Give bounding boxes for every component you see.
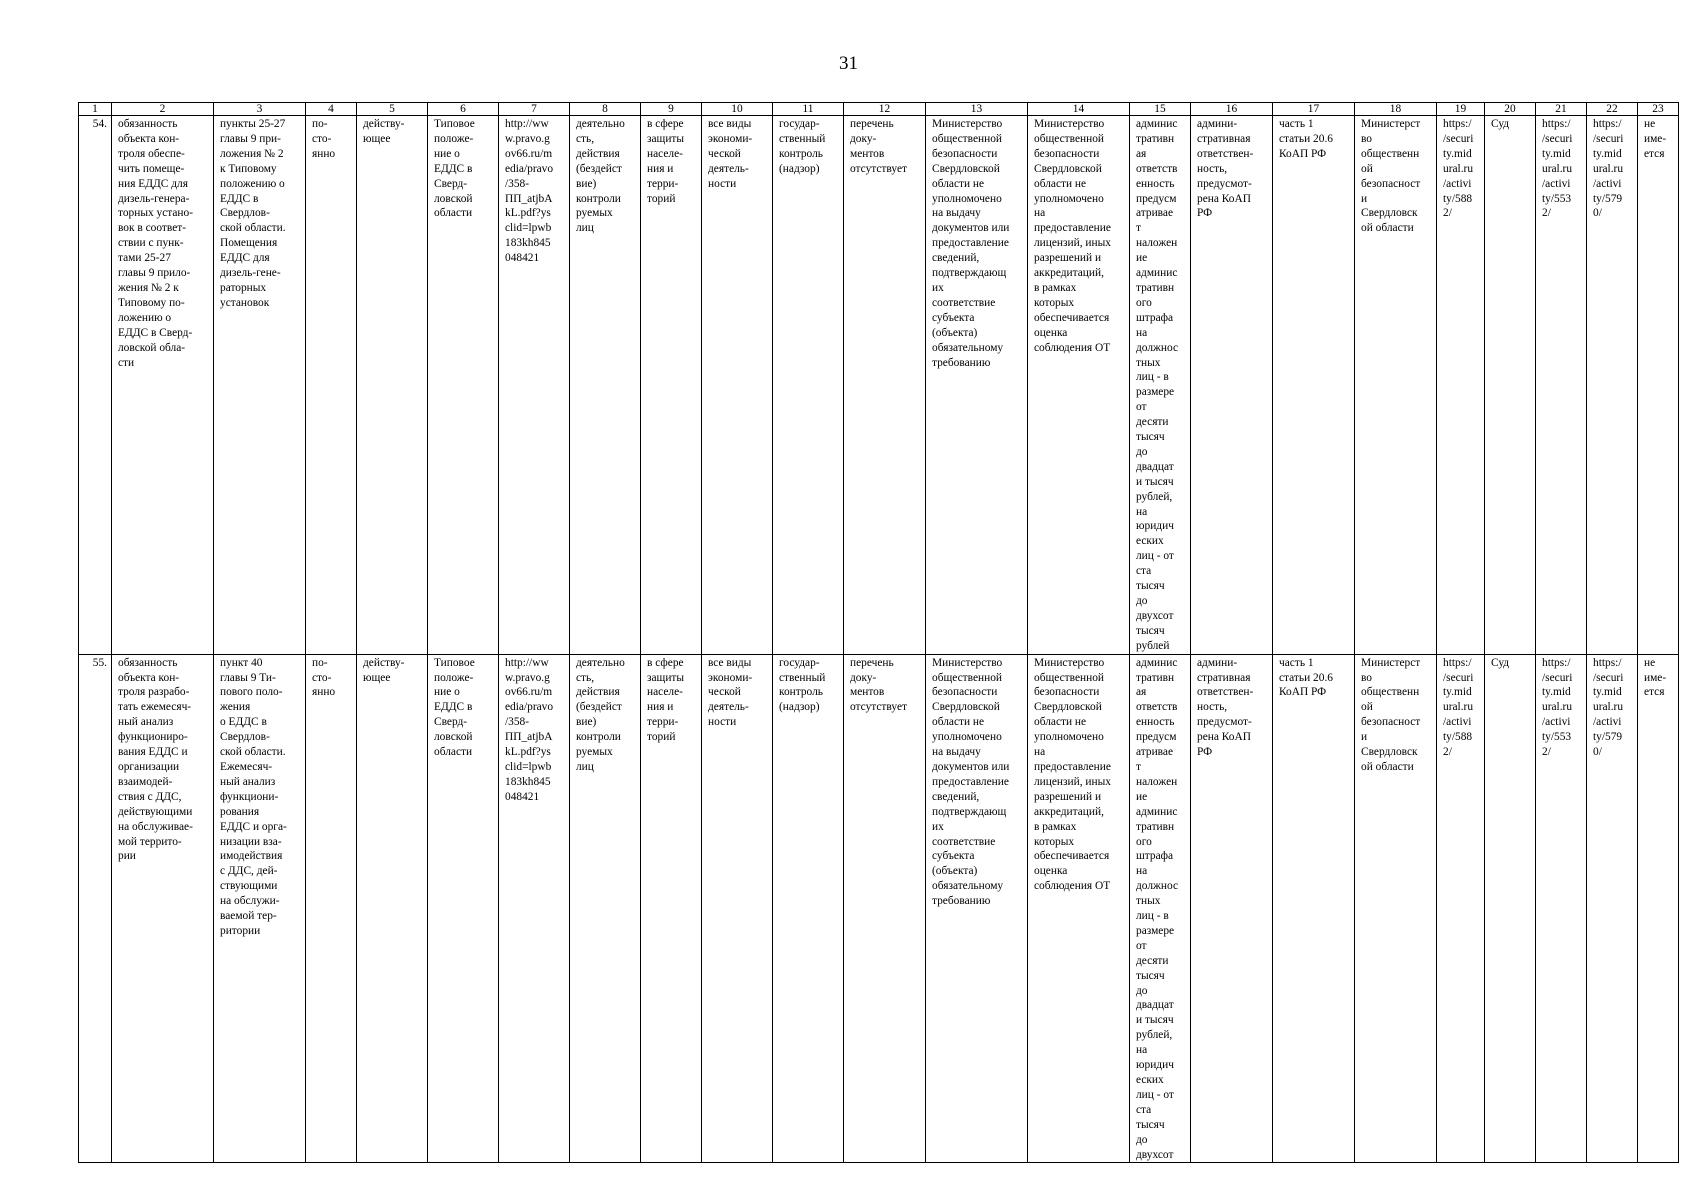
column-number-header: 1 <box>79 103 112 116</box>
column-number-header: 3 <box>214 103 306 116</box>
table-cell: админи- стративная ответствен- ность, предусмот- рена КоАП РФ <box>1191 116 1273 655</box>
column-number-header: 11 <box>773 103 844 116</box>
table-cell: в сфере защиты населе- ния и терри- торий <box>641 116 702 655</box>
column-number-header: 19 <box>1437 103 1485 116</box>
column-number-header: 5 <box>357 103 428 116</box>
table-cell: государ- ственный контроль (надзор) <box>773 116 844 655</box>
table-cell: http://ww w.pravo.g ov66.ru/m edia/pravo /358- ПП_atjbA kL.pdf?ys clid=lpwb 183kh845 048421 <box>499 116 570 655</box>
table-cell: https:/ /securi ty.mid ural.ru /activi ty/553 2/ <box>1536 116 1587 655</box>
column-number-header: 13 <box>926 103 1028 116</box>
table-cell: Суд <box>1485 654 1536 1163</box>
column-number-header: 12 <box>844 103 926 116</box>
table-cell: деятельно сть, действия (бездейст вие) контроли руемых лиц <box>570 116 641 655</box>
column-number-header: 4 <box>306 103 357 116</box>
requirements-table <box>78 102 1679 1163</box>
table-row <box>79 116 1679 655</box>
column-number-header: 10 <box>702 103 773 116</box>
table-cell: пункт 40 главы 9 Ти- пового поло- жения о ЕДДС в Свердлов- ской области. Ежемесяч- ный анализ функциони- рования ЕДДС и орга- низации вза- имодействия с ДДС, дей- ствующими на обслужи- ваемой тер- ритории <box>214 654 306 1163</box>
column-number-header: 6 <box>428 103 499 116</box>
table-cell: пункты 25-27 главы 9 при- ложения № 2 к Типовому положению о ЕДДС в Свердлов- ской области. Помещения ЕДДС для дизель-гене- раторных установок <box>214 116 306 655</box>
table-cell: перечень доку- ментов отсутствует <box>844 116 926 655</box>
column-number-header: 9 <box>641 103 702 116</box>
table-cell: Министерство общественной безопасности Свердловской области не уполномочено на выдачу документов или предоставление сведений, подтверждающ их соответствие субъекта (объекта) обязательному требованию <box>926 116 1028 655</box>
table-cell: https:/ /securi ty.mid ural.ru /activi ty/588 2/ <box>1437 654 1485 1163</box>
table-cell: все виды экономи- ческой деятель- ности <box>702 116 773 655</box>
table-cell: действу- ющее <box>357 116 428 655</box>
table-cell: Типовое положе- ние о ЕДДС в Сверд- ловской области <box>428 116 499 655</box>
table-cell: обязанность объекта кон- троля разрабо- тать ежемесяч- ный анализ функциониро- вания ЕДДС и организации взаимодей- ствия с ДДС, действующими на обслуживае- мой террито- рии <box>112 654 214 1163</box>
table-cell: не име- ется <box>1638 116 1679 655</box>
table-cell: http://ww w.pravo.g ov66.ru/m edia/pravo /358- ПП_atjbA kL.pdf?ys clid=lpwb 183kh845 048421 <box>499 654 570 1163</box>
column-number-header: 22 <box>1587 103 1638 116</box>
row-number-cell: 54. <box>79 116 112 655</box>
table-cell: действу- ющее <box>357 654 428 1163</box>
table-cell: часть 1 статьи 20.6 КоАП РФ <box>1273 116 1355 655</box>
column-number-header: 18 <box>1355 103 1437 116</box>
table-cell: все виды экономи- ческой деятель- ности <box>702 654 773 1163</box>
row-number-cell: 55. <box>79 654 112 1163</box>
column-number-header: 8 <box>570 103 641 116</box>
column-number-header: 2 <box>112 103 214 116</box>
table-cell: государ- ственный контроль (надзор) <box>773 654 844 1163</box>
column-number-header: 15 <box>1130 103 1191 116</box>
column-number-header: 17 <box>1273 103 1355 116</box>
column-number-header: 7 <box>499 103 570 116</box>
column-number-header: 21 <box>1536 103 1587 116</box>
page-number: 31 <box>839 53 858 74</box>
column-number-row <box>79 103 1679 116</box>
table-cell: Министерство общественной безопасности Свердловской области не уполномочено на выдачу документов или предоставление сведений, подтверждающ их соответствие субъекта (объекта) обязательному требованию <box>926 654 1028 1163</box>
table-cell: админи- стративная ответствен- ность, предусмот- рена КоАП РФ <box>1191 654 1273 1163</box>
table-cell: https:/ /securi ty.mid ural.ru /activi ty/579 0/ <box>1587 654 1638 1163</box>
column-number-header: 23 <box>1638 103 1679 116</box>
table-row <box>79 654 1679 1163</box>
table-cell: часть 1 статьи 20.6 КоАП РФ <box>1273 654 1355 1163</box>
table-cell: деятельно сть, действия (бездейст вие) контроли руемых лиц <box>570 654 641 1163</box>
table-cell: Суд <box>1485 116 1536 655</box>
table-cell: Министерство общественной безопасности Свердловской области не уполномочено на предоставление лицензий, иных разрешений и аккредитаций, в рамках которых обеспечивается оценка соблюдения ОТ <box>1028 116 1130 655</box>
table-cell: перечень доку- ментов отсутствует <box>844 654 926 1163</box>
table-cell: https:/ /securi ty.mid ural.ru /activi ty/588 2/ <box>1437 116 1485 655</box>
table-cell: https:/ /securi ty.mid ural.ru /activi ty/579 0/ <box>1587 116 1638 655</box>
table-cell: https:/ /securi ty.mid ural.ru /activi ty/553 2/ <box>1536 654 1587 1163</box>
table-cell: админис тративн ая ответств енность предусм атривае т наложен ие админис тративн ого штрафа на должнос тных лиц - в размере от десяти тысяч до двадцат и тысяч рублей, на юридич еских лиц - от ста тысяч до двухсот <box>1130 654 1191 1163</box>
table-cell: обязанность объекта кон- троля обеспе- чить помеще- ния ЕДДС для дизель-генера- торных устано- вок в соответ- ствии с пунк- тами 25-27 главы 9 прило- жения № 2 к Типовому по- ложению о ЕДДС в Сверд- ловской обла- сти <box>112 116 214 655</box>
table-cell: не име- ется <box>1638 654 1679 1163</box>
table-cell: админис тративн ая ответств енность предусм атривае т наложен ие админис тративн ого штрафа на должнос тных лиц - в размере от десяти тысяч до двадцат и тысяч рублей, на юридич еских лиц - от ста тысяч до двухсот тысяч рублей <box>1130 116 1191 655</box>
column-number-header: 16 <box>1191 103 1273 116</box>
table-cell: Министерство общественной безопасности Свердловской области не уполномочено на предоставление лицензий, иных разрешений и аккредитаций, в рамках которых обеспечивается оценка соблюдения ОТ <box>1028 654 1130 1163</box>
table-cell: Министерст во общественн ой безопасност и Свердловск ой области <box>1355 654 1437 1163</box>
table-cell: в сфере защиты населе- ния и терри- торий <box>641 654 702 1163</box>
table-cell: Типовое положе- ние о ЕДДС в Сверд- ловской области <box>428 654 499 1163</box>
column-number-header: 20 <box>1485 103 1536 116</box>
column-number-header: 14 <box>1028 103 1130 116</box>
table-cell: Министерст во общественн ой безопасност и Свердловск ой области <box>1355 116 1437 655</box>
table-cell: по- сто- янно <box>306 116 357 655</box>
table-cell: по- сто- янно <box>306 654 357 1163</box>
